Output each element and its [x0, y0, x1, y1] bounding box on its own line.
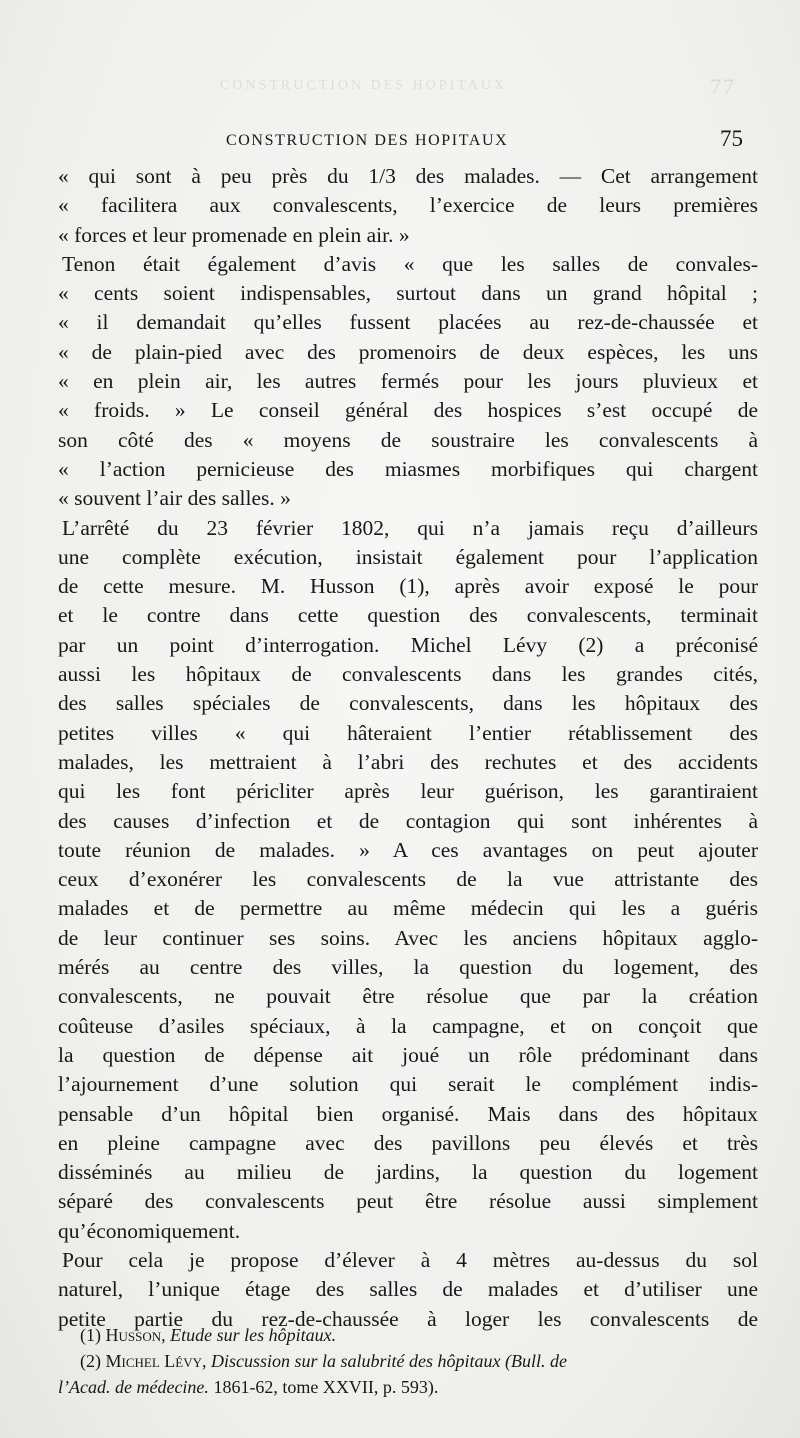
text-line: mérés au centre des villes, la question du logement, des	[58, 955, 758, 980]
text-line: « facilitera aux convalescents, l’exercice de leurs premières	[58, 193, 758, 218]
text-line: petite partie du rez-de-chaussée à loger les convalescents de	[58, 1306, 758, 1331]
text-line: ceux d’exonérer les convalescents de la vue attristante des	[58, 867, 758, 892]
footnote-title: Etude sur les hôpitaux.	[170, 1325, 337, 1345]
text-line: pensable d’un hôpital bien organisé. Mais dans des hôpitaux	[58, 1101, 758, 1126]
text-line: L’arrêté du 23 février 1802, qui n’a jamais reçu d’ailleurs	[62, 515, 758, 540]
text-line: malades, les mettraient à l’abri des rechutes et des accidents	[58, 749, 758, 774]
footnote-2-continuation	[58, 1374, 763, 1400]
text-line: Tenon était également d’avis « que les salles de convales-	[62, 251, 758, 276]
text-line: son côté des « moyens de soustraire les convalescents à	[58, 427, 758, 452]
text-line: petites villes « qui hâteraient l’entier rétablissement des	[58, 720, 758, 745]
text-line: « froids. » Le conseil général des hospices s’est occupé de	[58, 398, 758, 423]
text-line: coûteuse d’asiles spéciaux, à la campagne, et on conçoit que	[58, 1013, 758, 1038]
text-line: « souvent l’air des salles. »	[58, 486, 291, 511]
footnote-marker: (1)	[80, 1325, 101, 1345]
text-line: de cette mesure. M. Husson (1), après avoir exposé le pour	[58, 574, 758, 599]
text-line: « en plein air, les autres fermés pour les jours pluvieux et	[58, 369, 758, 394]
text-line: par un point d’interrogation. Michel Lévy (2) a préconisé	[58, 632, 758, 657]
text-line: aussi les hôpitaux de convalescents dans les grandes cités,	[58, 662, 758, 687]
text-line: qu’économiquement.	[58, 1218, 241, 1243]
text-line: toute réunion de malades. » A ces avantages on peut ajouter	[58, 837, 758, 862]
text-line: « de plain-pied avec des promenoirs de deux espèces, les uns	[58, 339, 758, 364]
text-line: malades et de permettre au même médecin qui les a guéris	[58, 896, 758, 921]
text-line: « cents soient indispensables, surtout dans un grand hôpital ;	[58, 281, 758, 306]
text-line: de leur continuer ses soins. Avec les anciens hôpitaux agglo-	[58, 925, 758, 950]
bleed-through-title: CONSTRUCTION DES HOPITAUX	[220, 78, 507, 93]
text-line: séparé des convalescents peut être résolue aussi simplement	[58, 1189, 758, 1214]
footnote-details: 1861-62, tome XXVII, p. 593).	[213, 1377, 439, 1397]
text-line: Pour cela je propose d’élever à 4 mètres au-dessus du sol	[62, 1247, 758, 1272]
running-title: CONSTRUCTION DES HOPITAUX	[226, 132, 509, 149]
footnote-2	[58, 1348, 763, 1374]
text-line: « l’action pernicieuse des miasmes morbifiques qui chargent	[58, 456, 758, 481]
text-line: naturel, l’unique étage des salles de malades et d’utiliser une	[58, 1277, 758, 1302]
footnote-source-continued: l’Acad. de médecine.	[58, 1377, 209, 1397]
body-text	[58, 162, 758, 1334]
text-line: des causes d’infection et de contagion qui sont inhérentes à	[58, 808, 758, 833]
text-line: une complète exécution, insistait également pour l’application	[58, 544, 758, 569]
text-line: « qui sont à peu près du 1/3 des malades. — Cet arrangement	[58, 164, 758, 188]
text-line: l’ajournement d’une solution qui serait le complément indis-	[58, 1072, 758, 1097]
page-number: 75	[720, 126, 743, 151]
text-line: convalescents, ne pouvait être résolue que par la création	[58, 984, 758, 1009]
footnote-author: Husson,	[105, 1325, 166, 1345]
text-line: la question de dépense ait joué un rôle prédominant dans	[58, 1042, 758, 1067]
footnotes	[58, 1322, 763, 1400]
text-line: qui les font péricliter après leur guérison, les garantiraient	[58, 779, 758, 804]
text-line: « il demandait qu’elles fussent placées au rez-de-chaussée et	[58, 310, 758, 335]
text-line: des salles spéciales de convalescents, dans les hôpitaux des	[58, 691, 758, 716]
text-line: et le contre dans cette question des convalescents, terminait	[58, 603, 758, 628]
footnote-marker: (2)	[80, 1351, 101, 1371]
text-line: disséminés au milieu de jardins, la question du logement	[58, 1160, 758, 1185]
bleed-through-page-number: 77	[710, 74, 736, 99]
text-line: « forces et leur promenade en plein air. »	[58, 222, 410, 247]
footnote-title: Discussion sur la salubrité des hôpitaux	[211, 1351, 501, 1371]
page-header	[58, 126, 743, 156]
footnote-source: (Bull. de	[505, 1351, 567, 1371]
footnote-author: Michel Lévy,	[105, 1351, 207, 1371]
footnote-1	[58, 1322, 763, 1348]
text-line: en pleine campagne avec des pavillons peu élevés et très	[58, 1130, 758, 1155]
